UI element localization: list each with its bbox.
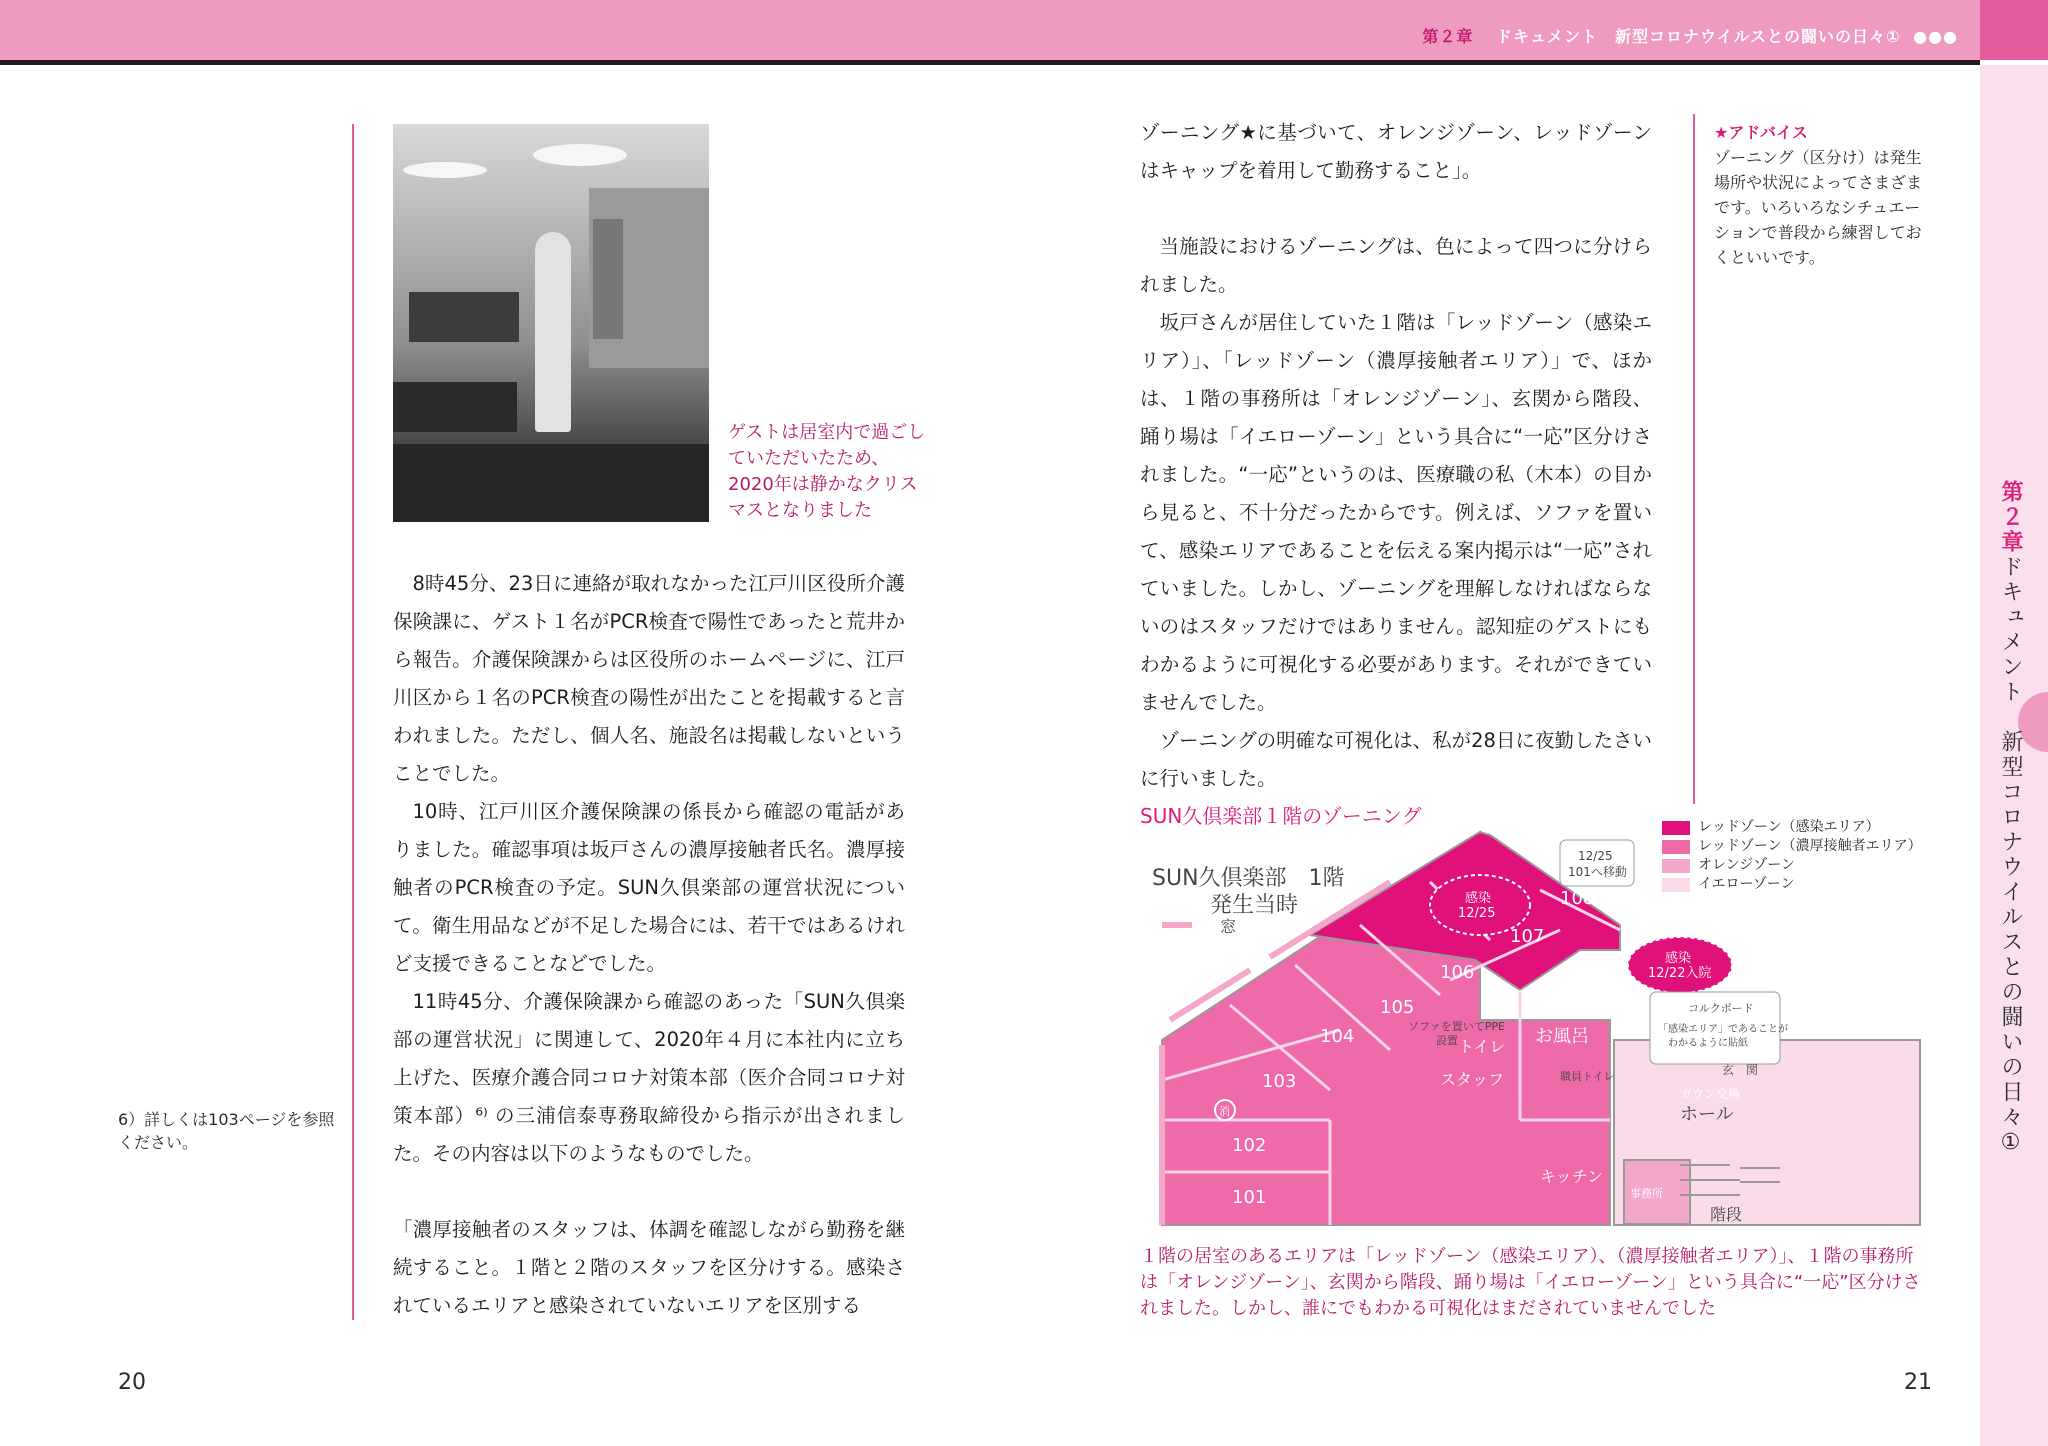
bath-label: お風呂 (1535, 1026, 1589, 1047)
legend-label: イエローゾーン (1698, 876, 1795, 892)
advice-title: ★アドバイス (1714, 123, 1808, 142)
staff-label: スタッフ (1440, 1070, 1505, 1089)
room-104: 104 (1320, 1026, 1355, 1047)
legend-label: レッドゾーン（濃厚接触者エリア） (1698, 838, 1922, 854)
room-101: 101 (1232, 1187, 1267, 1208)
left-margin-rule (352, 124, 354, 1320)
room-108: 108 (1560, 888, 1595, 909)
infected-label: 感染 (1465, 891, 1492, 906)
move-note-box (1560, 840, 1634, 886)
map-title: SUN久倶楽部 1階 (1152, 866, 1345, 891)
paragraph: 8時45分、23日に連絡が取れなかった江戸川区役所介護保険課に、ゲスト１名がPCR検査で陽性であったと荒井から報告。介護保険課からは区役所のホームページに、江戸川区から１名のPCR検査の陽性が出たことを掲載すると言われました。ただし、個人名、施設名は掲載しないということでした。 (393, 572, 905, 785)
footnote: 6）詳しくは103ページを参照ください。 (118, 1110, 335, 1152)
kitchen-label: キッチン (1540, 1167, 1603, 1186)
staff-toilet-label: 職員トイレ (1560, 1070, 1615, 1083)
corkboard-note-text: わかるように貼紙 (1668, 1038, 1748, 1049)
sidebar-title: ドキュメント 新型コロナウイルスとの闘いの日々① (1998, 555, 2023, 1158)
dining-room-photo (393, 124, 709, 522)
advice-text: ゾーニング（区分け）は発生場所や状況によってさまざまです。いろいろなシチュエーションで普段から練習しておくといいです。 (1714, 148, 1923, 267)
toilet-label: トイレ (1458, 1037, 1506, 1056)
sofa-label: ソファを置いてPPE (1408, 1020, 1505, 1033)
gown-label: ガウン交換 (1680, 1087, 1741, 1101)
header-rule (0, 60, 1980, 65)
sofa-label: 設置 (1436, 1034, 1458, 1047)
corkboard-label: コルクボード (1688, 1002, 1754, 1015)
extinguisher-label: 消 (1219, 1105, 1230, 1118)
entrance-label: 玄 関 (1722, 1063, 1759, 1077)
paragraph: 当施設におけるゾーニングは、色によって四つに分けられました。 (1140, 235, 1652, 296)
page-number-right: 21 (1904, 1370, 1932, 1395)
room-105: 105 (1380, 997, 1415, 1018)
left-column (393, 565, 905, 1325)
infected-date: 12/22入院 (1648, 966, 1712, 981)
paragraph: 11時45分、介護保険課から確認のあった「SUN久倶楽部の運営状況」に関連して、2020年４月に本社内に立ち上げた、医療介護合同コロナ対策本部（医介合同コロナ対策本部）⁶⁾ の三浦信泰専務取締役から指示が出されました。その内容は以下のようなものでした。 (393, 990, 905, 1165)
toilet-label: トイレ (1620, 907, 1659, 922)
stairs-label: 階段 (1710, 1205, 1743, 1224)
sidebar-chapter-label (1990, 480, 2030, 1158)
running-header-title: ドキュメント 新型コロナウイルスとの闘いの日々① (1495, 27, 1901, 46)
paragraph: 坂戸さんが居住していた１階は「レッドゾーン（感染エリア）」、「レッドゾーン（濃厚接触者エリア）」で、ほかは、１階の事務所は「オレンジゾーン」、玄関から階段、踊り場は「イエローゾーン」という具合に“一応”区分けされました。“一応”というのは、医療職の私（木本）の目から見ると、不十分だったからです。例えば、ソファを置いて、感染エリアであることを伝える案内掲示は“一応”されていました。しかし、ゾーニングを理解しなければならないのはスタッフだけではありません。認知症のゲストにもわかるように可視化する必要があります。それができていませんでした。 (1140, 311, 1652, 714)
infected-label: 感染 (1665, 951, 1692, 966)
quote-start: 「濃厚接触者のスタッフは、体調を確認しながら勤務を継続すること。１階と２階のスタッフを区分けする。感染されているエリアと感染されていないエリアを区別する (393, 1218, 905, 1317)
infected-date: 12/25 (1458, 906, 1496, 921)
room-106: 106 (1440, 962, 1475, 983)
running-header (1422, 24, 1958, 47)
advice-note (1714, 120, 1930, 270)
floor-plan (1140, 820, 1940, 1240)
paragraph: ゾーニングの明確な可視化は、私が28日に夜勤したさいに行いました。 (1140, 729, 1652, 790)
quote-end: ゾーニング★に基づいて、オレンジゾーン、レッドゾーンはキャップを着用して勤務すること」。 (1140, 121, 1652, 182)
right-margin-rule (1693, 114, 1695, 804)
header-tab (1980, 0, 2048, 60)
window-label: 窓 (1220, 917, 1237, 936)
paragraph: 10時、江戸川区介護保険課の係長から確認の電話がありました。確認事項は坂戸さんの濃厚接触者氏名。濃厚接触者のPCR検査の予定。SUN久倶楽部の運営状況について。衛生用品などが不足した場合には、若干ではあるけれど支援できることなどでした。 (393, 800, 905, 975)
page-number-left: 20 (118, 1370, 146, 1395)
office-label: 事務所 (1630, 1187, 1663, 1200)
corkboard-note-text: 「感染エリア」であることが (1658, 1024, 1788, 1035)
right-column (1140, 114, 1652, 798)
room-102: 102 (1232, 1135, 1267, 1156)
figure-caption: １階の居室のあるエリアは「レッドゾーン（感染エリア）、（濃厚接触者エリア）」、１階の事務所は「オレンジゾーン」、玄関から階段、踊り場は「イエローゾーン」という具合に“一応”区分けされました。しかし、誰にでもわかる可視化はまだされていませんでした (1140, 1246, 1921, 1319)
room-107: 107 (1510, 926, 1545, 947)
move-note-date: 12/25 (1578, 849, 1613, 863)
figure-title: SUN久倶楽部１階のゾーニング (1140, 804, 1422, 828)
running-header-chapter: 第２章 (1422, 27, 1474, 46)
photo-caption: ゲストは居室内で過ごしていただいたため、2020年は静かなクリスマスとなりました (728, 422, 926, 521)
legend-label: レッドゾーン（感染エリア） (1698, 819, 1880, 835)
map-subtitle: 発生当時 (1210, 893, 1299, 918)
legend-label: オレンジゾーン (1698, 857, 1796, 873)
move-note-text: 101へ移動 (1568, 865, 1627, 879)
sidebar-chapter: 第２章 (1998, 480, 2023, 555)
running-header-dots: ●●● (1913, 27, 1958, 46)
room-103: 103 (1262, 1071, 1297, 1092)
hall-label: ホール (1680, 1104, 1734, 1125)
